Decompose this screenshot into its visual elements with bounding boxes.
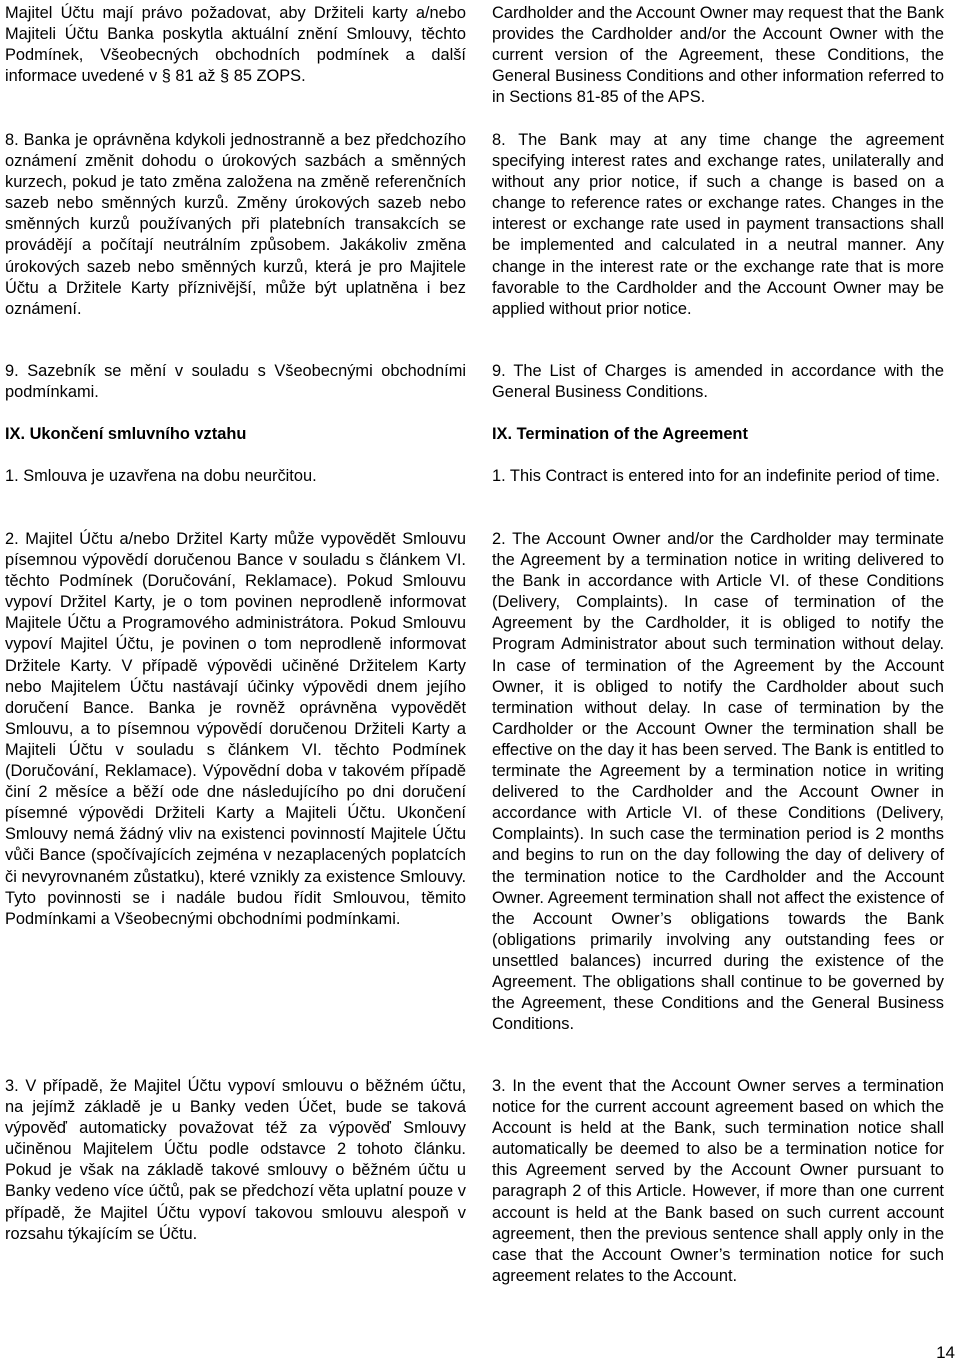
- page-number: 14: [936, 1343, 955, 1362]
- article-ix-heading-en: IX. Termination of the Agreement: [492, 425, 748, 443]
- article-ix-heading-cs: IX. Ukončení smluvního vztahu: [5, 425, 247, 443]
- section-9-paragraph-cs: 9. Sazebník se mění v souladu s Všeobecnými obchodními podmínkami.: [5, 362, 466, 402]
- section-8-paragraph-cs: 8. Banka je oprávněna kdykoli jednostranně a bez předchozího oznámení změnit dohodu o úrokových sazbách a směnných kurzech, pokud je tato změna založena na změně referenčních sazeb nebo směnných kurzů. Změny úrokových sazeb nebo směnných kurzů používaných při platebních transakcích se provádějí a počítají neutrálním způsobem. Jakákoliv změna úrokových sazeb nebo směnných kurzů, která je pro Majitele Účtu a Držitele Karty příznivější, může být uplatněna i bez oznámení.: [5, 131, 466, 318]
- clause-2-paragraph-cs: 2. Majitel Účtu a/nebo Držitel Karty může vypovědět Smlouvu písemnou výpovědí doručenou Bance v souladu s článkem VI. těchto Podmínek (Doručování, Reklamace). Pokud Smlouvu vypoví Držitel Karty, je o tom povinen neprodleně informovat Majitele Účtu a Programového administrátora. Pokud Smlouvu vypoví Majitel Účtu, je povinen o tom neprodleně informovat Držitele Karty. V případě výpovědi učiněné Držitelem Karty nebo Majitelem Účtu nastávají účinky výpovědi dnem jejího doručení Bance. Banka je rovněž oprávněna vypovědět Smlouvu, a to písemnou výpovědí doručenou Držiteli Karty a Majiteli Účtu v souladu s článkem VI. těchto Podmínek (Doručování, Reklamace). Výpovědní doba v takovém případě činí 2 měsíce a běží ode dne následujícího po dni doručení písemné výpovědi Držiteli Karty a Majiteli Účtu. Ukončení Smlouvy nemá žádný vliv na existenci povinností Majitele Účtu vůči Bance (spočívajících zejména v nezaplacených poplatcích či nevyrovnaném zůstatku), které vznikly za existence Smlouvy. Tyto povinnosti se i nadále budou řídit Smlouvou, těmito Podmínkami a Všeobecnými obchodními podmínkami.: [5, 530, 466, 928]
- intro-paragraph-en: Cardholder and the Account Owner may request that the Bank provides the Cardholder and/or the Account Owner with the current version of the Agreement, these Conditions, the General Business Conditions and other information referred to in Sections 81-85 of the APS.: [492, 4, 944, 107]
- clause-1-paragraph-cs: 1. Smlouva je uzavřena na dobu neurčitou.: [5, 467, 317, 485]
- clause-1-paragraph-en: 1. This Contract is entered into for an indefinite period of time.: [492, 467, 940, 485]
- intro-paragraph-cs: Majitel Účtu mají právo požadovat, aby Držiteli karty a/nebo Majiteli Účtu Banka poskytla aktuální znění Smlouvy, těchto Podmínek, Všeobecných obchodních podmínek a další informace uvedené v § 81 až § 85 ZOPS.: [5, 4, 466, 86]
- clause-3-paragraph-en: 3. In the event that the Account Owner serves a termination notice for the current account agreement based on which the Account is held at the Bank, such termination notice shall automatically be deemed to also be a termination notice for this Agreement served by the Account Owner pursuant to paragraph 2 of this Article. However, if more than one current account is held at the Bank based on such current account agreement, then the previous sentence shall apply only in the case that the Account Owner’s termination notice for such agreement relates to the Account.: [492, 1077, 944, 1285]
- section-8-paragraph-en: 8. The Bank may at any time change the agreement specifying interest rates and exchange rates, unilaterally and without any prior notice, if such a change is based on a change to reference rates or exchange rates. Changes in the interest or exchange rate used in payment transactions shall be implemented and calculated in a neutral manner. Any change in the interest rate or the exchange rate that is more favorable to the Cardholder and the Account Owner may be applied without prior notice.: [492, 131, 944, 318]
- section-9-paragraph-en: 9. The List of Charges is amended in accordance with the General Business Conditions.: [492, 362, 944, 402]
- clause-2-paragraph-en: 2. The Account Owner and/or the Cardholder may terminate the Agreement by a termination notice in writing delivered to the Bank in accordance with Article VI. of these Conditions (Delivery, Complaints). In case of termination of the Agreement by the Cardholder, it is obliged to notify the Program Administrator about such termination without delay. In case of termination of the Agreement by the Account Owner, it is obliged to notify the Cardholder about such termination without delay. In case of termination by the Cardholder or the Account Owner the termination shall be effective on the day it has been served. The Bank is entitled to terminate the Agreement by a termination notice in writing delivered to the Cardholder and the Account Owner in accordance with Article VI. of these Conditions (Delivery, Complaints). In such case the termination period is 2 months and begins to run on the day following the day of delivery of the termination notice to the Cardholder and the Account Owner. Agreement termination shall not affect the existence of the Account Owner’s obligations towards the Bank (obligations primarily involving any outstanding fees or unsettled balances) incurred during the existence of the Agreement. The obligations shall continue to be governed by the Agreement, these Conditions and the General Business Conditions.: [492, 530, 944, 1034]
- clause-3-paragraph-cs: 3. V případě, že Majitel Účtu vypoví smlouvu o běžném účtu, na jejímž základě je u Banky veden Účet, bude se taková výpověď automaticky považovat též za výpověď Smlouvy učiněnou Majitelem Účtu podle odstavce 2 tohoto článku. Pokud je však na základě takové smlouvy o běžném účtu u Banky vedeno více účtů, pak se předchozí věta uplatní pouze v případě, že Majitel Účtu vypoví takovou smlouvu alespoň v rozsahu týkajícím se Účtu.: [5, 1077, 466, 1243]
